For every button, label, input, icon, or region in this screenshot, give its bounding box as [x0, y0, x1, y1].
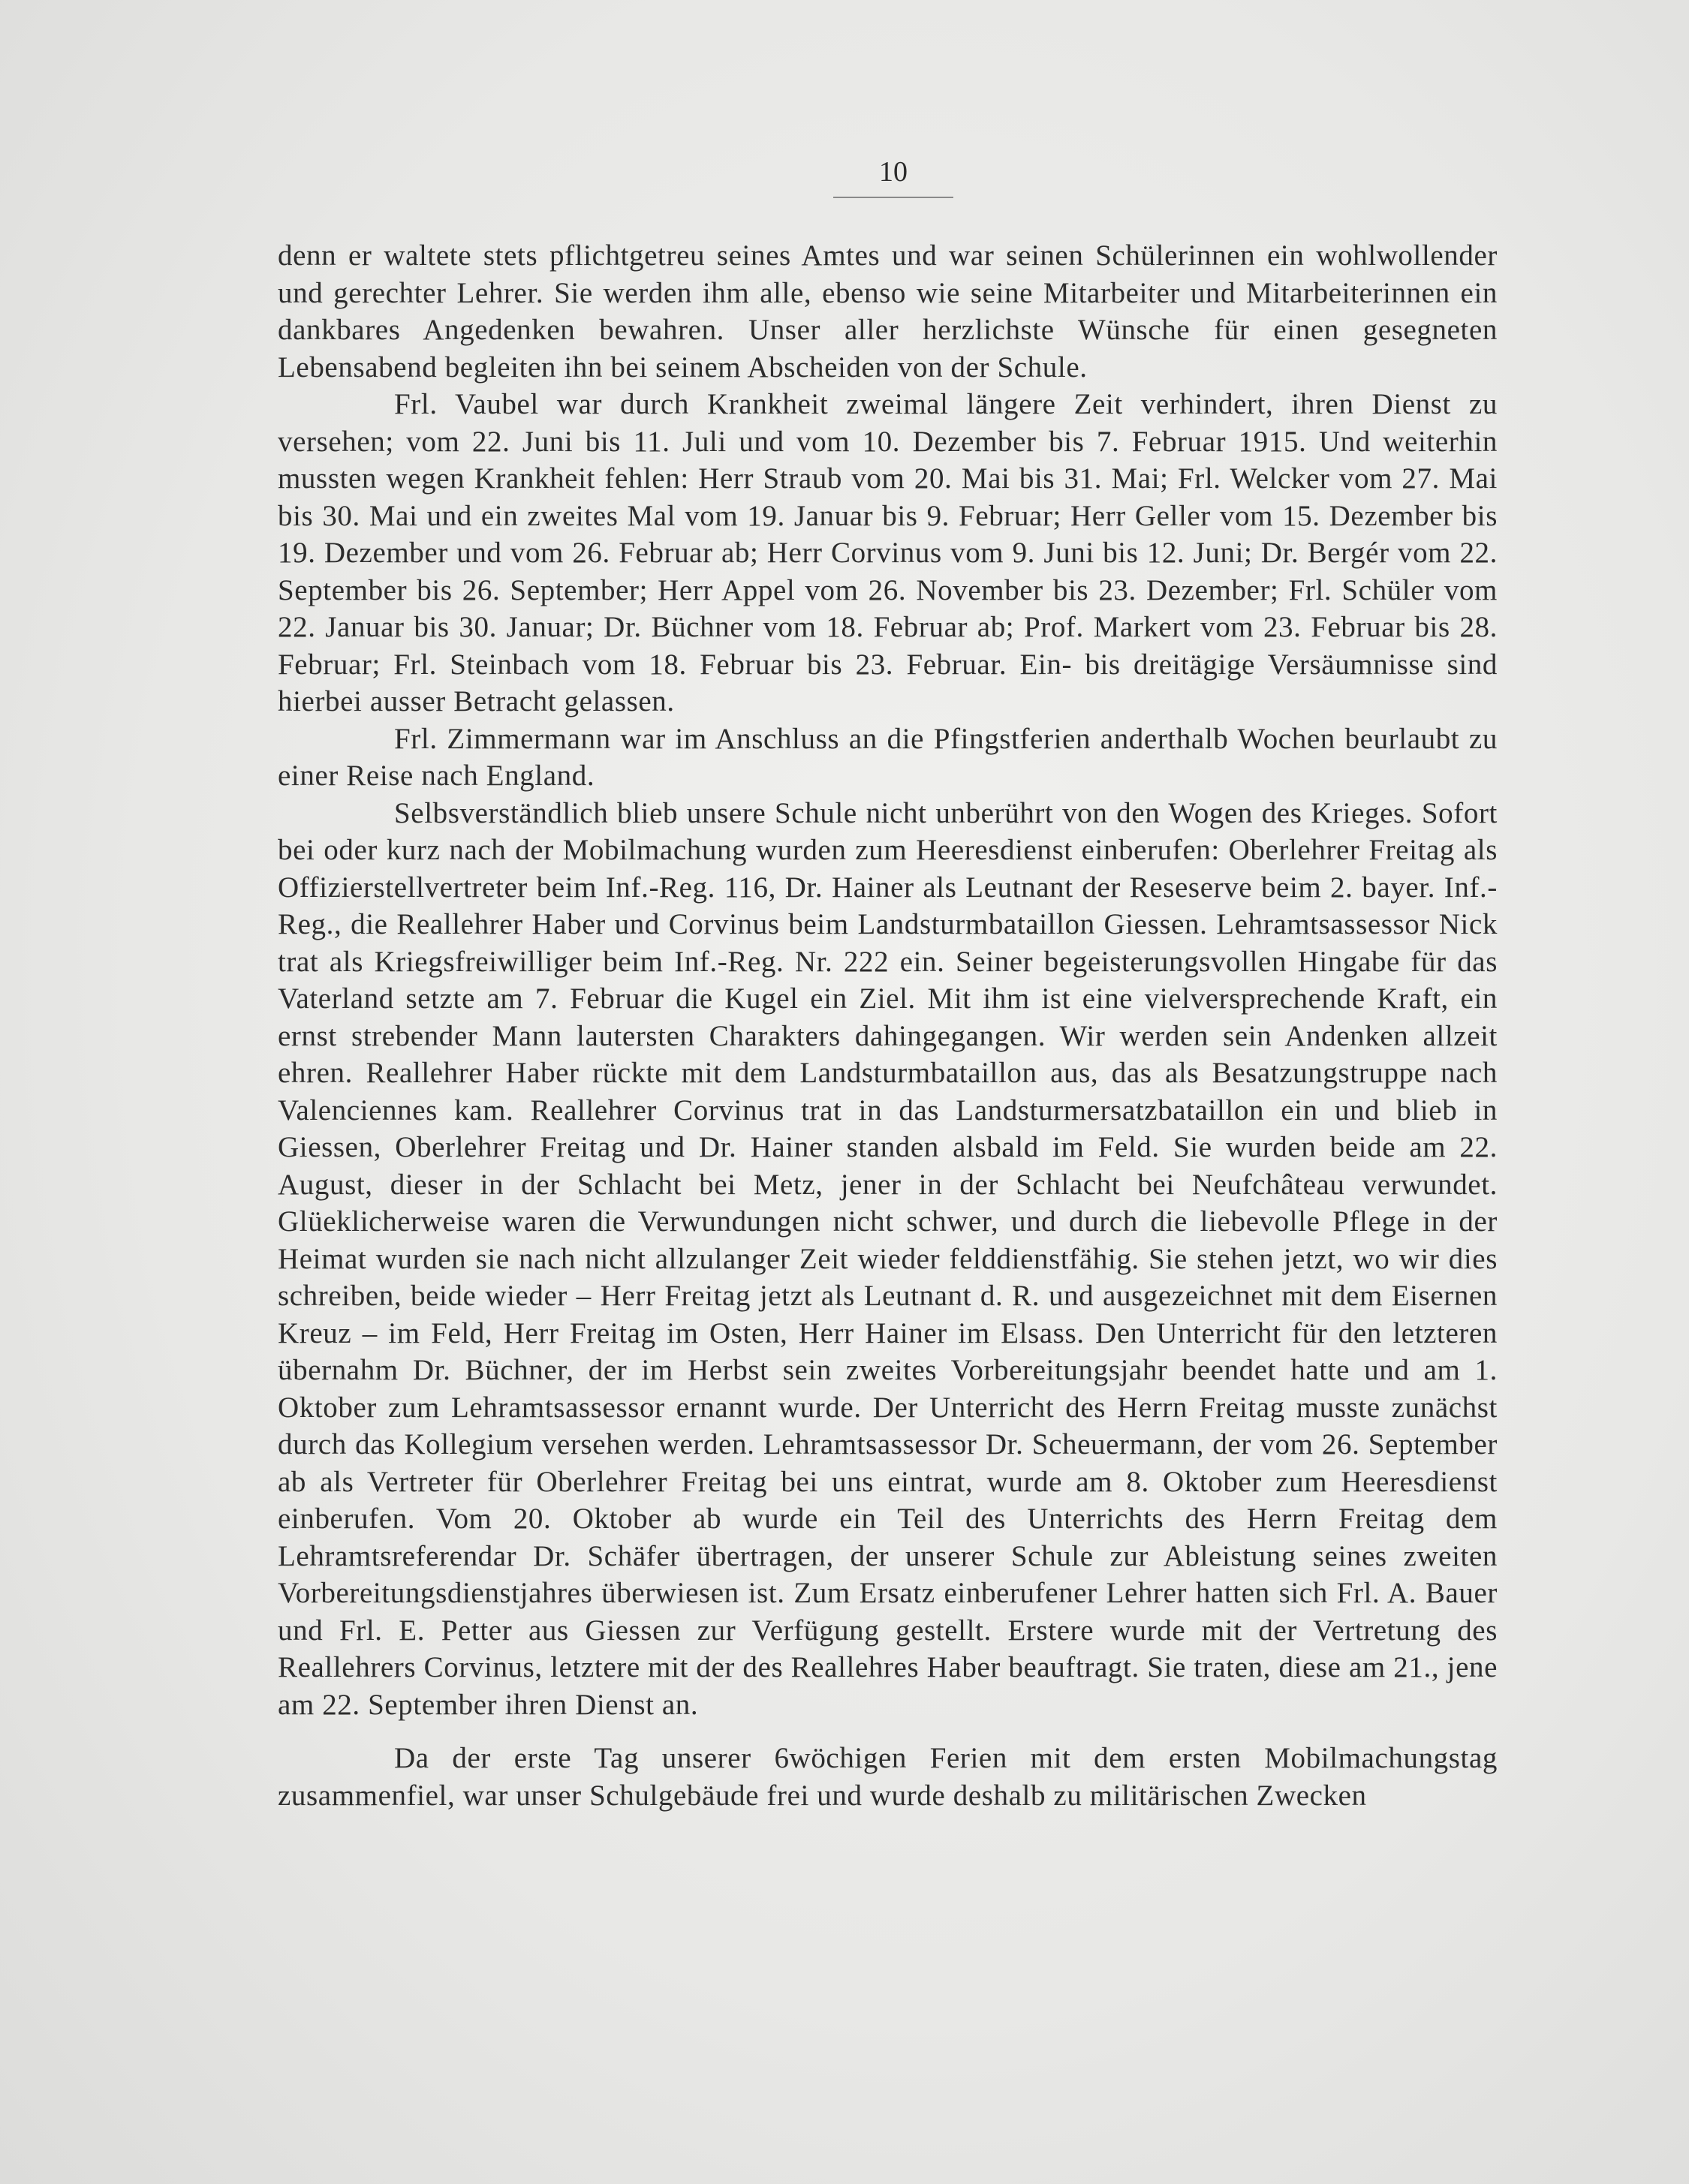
page-number: 10: [879, 156, 908, 188]
page-number-rule: [833, 197, 953, 198]
body-text: [278, 237, 1498, 1814]
paragraph-absences: Frl. Vaubel war durch Krankheit zweimal längere Zeit verhindert, ihren Dienst zu versehen; vom 22. Juni bis 11. Juli und vom 10. Dezember bis 7. Februar 1915. Und weiterhin mussten wegen Krankheit fehlen: Herr Straub vom 20. Mai bis 31. Mai; Frl. Welcker vom 27. Mai bis 30. Mai und ein zweites Mal vom 19. Januar bis 9. Februar; Herr Geller vom 15. Dezember bis 19. Dezember und vom 26. Februar ab; Herr Corvinus vom 9. Juni bis 12. Juni; Dr. Bergér vom 22. September bis 26. September; Herr Appel vom 26. November bis 23. Dezember; Frl. Schüler vom 22. Januar bis 30. Januar; Dr. Büchner vom 18. Februar ab; Prof. Markert vom 23. Februar bis 28. Februar; Frl. Steinbach vom 18. Februar bis 23. Februar. Ein- bis dreitägige Versäumnisse sind hierbei ausser Betracht gelassen.: [278, 388, 1498, 717]
paragraph-holidays: Da der erste Tag unserer 6wöchigen Ferien mit dem ersten Mobilmachungstag zusammenfiel, war unser Schulgebäude frei und wurde deshalb zu militärischen Zwecken: [278, 1742, 1498, 1812]
paragraph-war: Selbsverständlich blieb unsere Schule nicht unberührt von den Wogen des Krieges. Sofort bei oder kurz nach der Mobilmachung wurden zum Heeresdienst einberufen: Oberlehrer Freitag als Offizierstellvertreter beim Inf.-Reg. 116, Dr. Hainer als Leutnant der Reseserve beim 2. bayer. Inf.-Reg., die Reallehrer Haber und Corvinus beim Landsturmbataillon Giessen. Lehramtsassessor Nick trat als Kriegsfreiwilliger beim Inf.-Reg. Nr. 222 ein. Seiner begeisterungsvollen Hingabe für das Vaterland setzte am 7. Februar die Kugel ein Ziel. Mit ihm ist eine vielversprechende Kraft, ein ernst strebender Mann lautersten Charakters dahingegangen. Wir werden sein Andenken allzeit ehren. Reallehrer Haber rückte mit dem Landsturmbataillon aus, das als Besatzungstruppe nach Valenciennes kam. Reallehrer Corvinus trat in das Landsturmersatzbataillon ein und blieb in Giessen, Oberlehrer Freitag und Dr. Hainer standen alsbald im Feld. Sie wurden beide am 22. August, dieser in der Schlacht bei Metz, jener in der Schlacht bei Neufchâteau verwundet. Glüeklicherweise waren die Verwundungen nicht schwer, und durch die liebevolle Pflege in der Heimat wurden sie nach nicht allzulanger Zeit wieder felddienstfähig. Sie stehen jetzt, wo wir dies schreiben, beide wieder – Herr Freitag jetzt als Leutnant d. R. und ausgezeichnet mit dem Eisernen Kreuz – im Feld, Herr Freitag im Osten, Herr Hainer im Elsass. Den Unterricht für den letzteren übernahm Dr. Büchner, der im Herbst sein zweites Vorbereitungsjahr beendet hatte und am 1. Oktober zum Lehramtsassessor ernannt wurde. Der Unterricht des Herrn Freitag musste zunächst durch das Kollegium versehen werden. Lehramtsassessor Dr. Scheuermann, der vom 26. September ab als Vertreter für Oberlehrer Freitag bei uns eintrat, wurde am 8. Oktober zum Heeresdienst einberufen. Vom 20. Oktober ab wurde ein Teil des Unterrichts des Herrn Freitag dem Lehramtsreferendar Dr. Schäfer übertragen, der unserer Schule zur Ableistung seines zweiten Vorbereitungsdienstjahres überwiesen ist. Zum Ersatz einberufener Lehrer hatten sich Frl. A. Bauer und Frl. E. Petter aus Giessen zur Verfügung gestellt. Erstere wurde mit der Vertretung des Reallehrers Corvinus, letztere mit der des Reallehres Haber beauftragt. Sie traten, diese am 21., jene am 22. September ihren Dienst an.: [278, 796, 1498, 1721]
paragraph-leave: Frl. Zimmermann war im Anschluss an die Pfingstferien anderthalb Wochen beurlaubt zu einer Reise nach England.: [278, 722, 1498, 792]
paragraph-farewell: denn er waltete stets pflichtgetreu seines Amtes und war seinen Schülerinnen ein wohlwollender und gerechter Lehrer. Sie werden ihm alle, ebenso wie seine Mitarbeiter und Mitarbeiterinnen ein dankbares Angedenken bewahren. Unser aller herzlichste Wünsche für einen gesegneten Lebensabend begleiten ihn bei seinem Abscheiden von der Schule.: [278, 239, 1498, 384]
